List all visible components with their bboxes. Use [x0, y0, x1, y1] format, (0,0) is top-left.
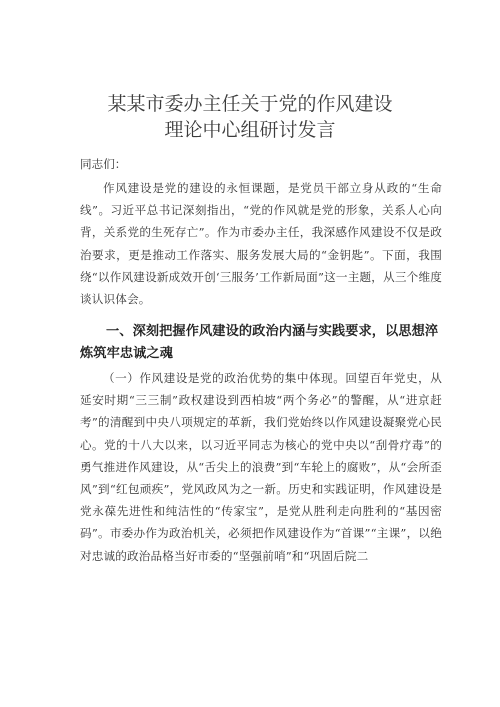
paragraph-section-1-1: （一）作风建设是党的政治优势的集中体现。回望百年党史，从延安时期“三三制”政权建设到西柏坡“两个务必”的警醒，从“进京赶考”的清醒到中央八项规定的革新，我们党始终以作风建设凝聚党心民心。党的十八大以来，以习近平同志为核心的党中央以“刮骨疗毒”的勇气推进作风建设，从“舌尖上的浪费”到“车轮上的腐败”，从“会所歪风”到“红包顽疾”，党风政风为之一新。历史和实践证明，作风建设是党永葆先进性和纯洁性的“传家宝”，是党从胜利走向胜利的“基因密码”。市委办作为政治机关，必须把作风建设作为“首课”“主课”，以绝对忠诚的政治品格当好市委的“坚强前哨”和“巩固后院二: [80, 371, 442, 563]
paragraph-intro: 作风建设是党的建设的永恒课题，是党员干部立身从政的“生命线”。习近平总书记深刻指出，“党的作风就是党的形象，关系人心向背，关系党的生死存亡”。作为市委办主任，我深感作风建设不仅是政治要求，更是推动工作落实、服务发展大局的“金钥匙”。下面，我围绕“以作风建设新成效开创‘三服务’工作新局面”这一主题，从三个维度谈认识体会。: [80, 181, 442, 307]
greeting: 同志们：: [80, 157, 127, 171]
document-title-line-1: 某某市委办主任关于党的作风建设: [107, 93, 393, 115]
section-heading-1: 一、深刻把握作风建设的政治内涵与实践要求，以思想淬炼筑牢忠诚之魂: [80, 324, 439, 361]
document-title-line-2: 理论中心组研讨发言: [164, 119, 336, 141]
